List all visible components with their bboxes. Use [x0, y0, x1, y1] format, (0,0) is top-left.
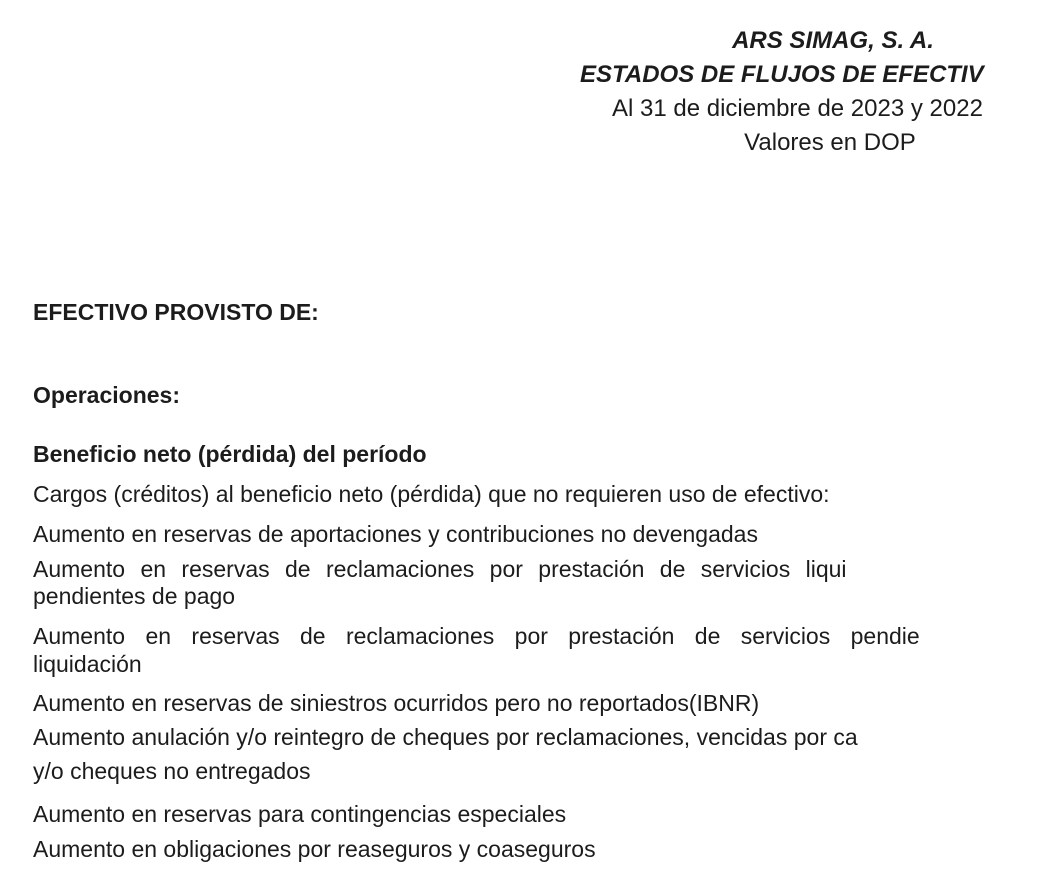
- noncash-charges-line: Cargos (créditos) al beneficio neto (pérdida) que no requieren uso de efectivo:: [33, 481, 830, 507]
- contingency-reserves-line: Aumento en reservas para contingencias especiales: [33, 801, 567, 827]
- company-name: ARS SIMAG, S. A.: [732, 27, 934, 54]
- net-income-line: Beneficio neto (pérdida) del período: [33, 441, 427, 467]
- pending-claims-reserves-line: Aumento en reservas de reclamaciones por prestación de servicios pendie: [33, 623, 920, 649]
- ibnr-reserves-line: Aumento en reservas de siniestros ocurridos pero no reportados(IBNR): [33, 690, 760, 716]
- operations-heading: Operaciones:: [33, 382, 180, 408]
- check-reversal-cont: y/o cheques no entregados: [33, 758, 311, 784]
- check-reversal-line: Aumento anulación y/o reintegro de cheques por reclamaciones, vencidas por ca: [33, 724, 858, 750]
- period-line: Al 31 de diciembre de 2023 y 2022: [612, 95, 983, 122]
- provided-heading: EFECTIVO PROVISTO DE:: [33, 299, 319, 325]
- settled-claims-reserves-cont: pendientes de pago: [33, 583, 236, 609]
- currency-line: Valores en DOP: [744, 129, 916, 156]
- reinsurance-obligations-line: Aumento en obligaciones por reaseguros y coaseguros: [33, 836, 596, 862]
- unearned-reserves-line: Aumento en reservas de aportaciones y contribuciones no devengadas: [33, 521, 758, 547]
- statement-title: ESTADOS DE FLUJOS DE EFECTIV: [580, 61, 984, 88]
- settled-claims-reserves-line: Aumento en reservas de reclamaciones por prestación de servicios liqui: [33, 556, 847, 582]
- pending-claims-reserves-cont: liquidación: [33, 651, 142, 677]
